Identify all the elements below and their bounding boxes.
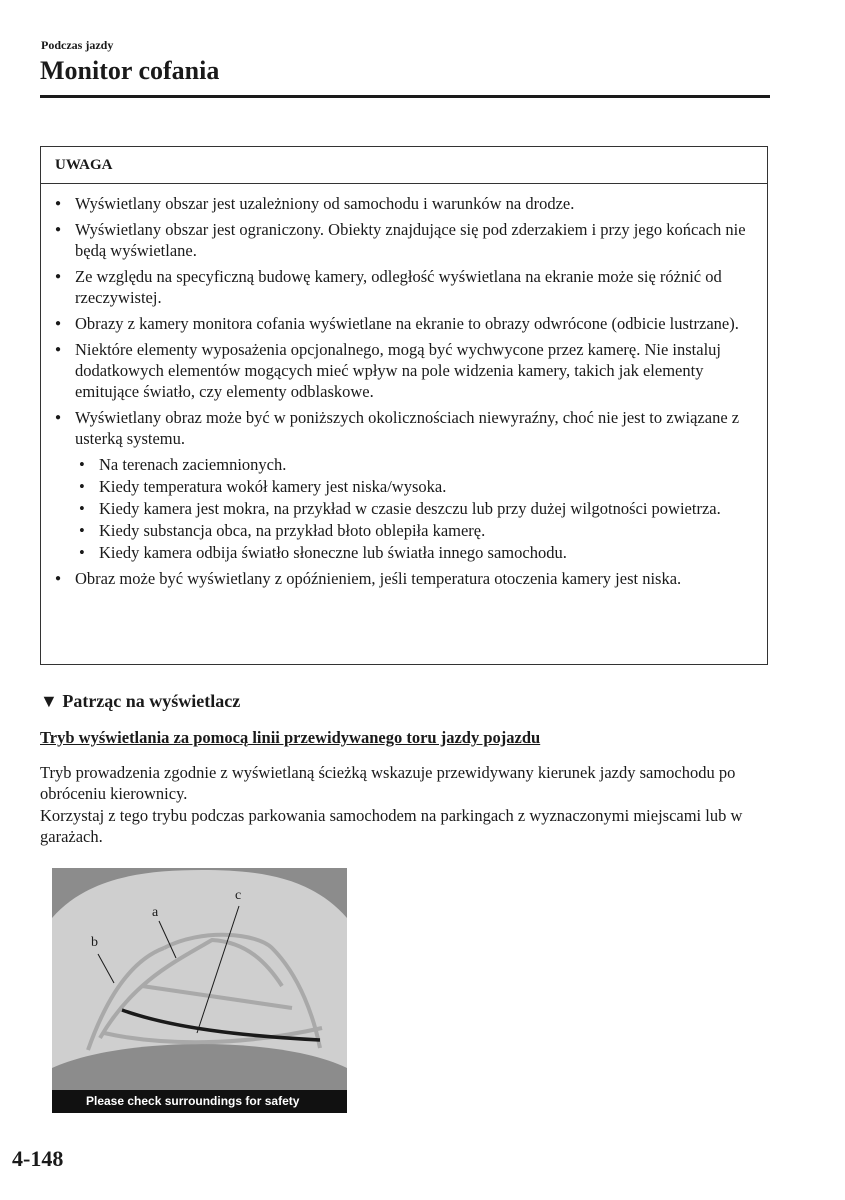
warning-item: ● Obrazy z kamery monitora cofania wyświetlane na ekranie to obrazy odwrócone (odbicie lustrzane). [75, 313, 755, 334]
warning-sublist [75, 454, 755, 563]
warning-subitem: • Kiedy substancja obca, na przykład błoto oblepiła kamerę. [99, 520, 755, 541]
figure-caption-bar: Please check surroundings for safety [52, 1090, 347, 1113]
callout-label-a: a [152, 905, 159, 920]
warning-heading: UWAGA [41, 147, 767, 184]
rear-camera-diagram [52, 868, 347, 1113]
callout-label-b: b [91, 935, 98, 950]
warning-item-text: Wyświetlany obraz może być w poniższych okolicznościach niewyraźny, choć nie jest to związane z usterką systemu. [75, 408, 740, 448]
body-paragraph: Tryb prowadzenia zgodnie z wyświetlaną ścieżką wskazuje przewidywany kierunek jazdy samochodu po obróceniu kierownicy. [40, 763, 736, 803]
page-title: Monitor cofania [40, 56, 220, 85]
warning-item: ● Obraz może być wyświetlany z opóźnieniem, jeśli temperatura otoczenia kamery jest niska. [75, 568, 755, 589]
body-paragraph: Korzystaj z tego trybu podczas parkowania samochodem na parkingach z wyznaczonymi miejscami lub w garażach. [40, 806, 743, 846]
section-label: Podczas jazdy [41, 38, 114, 52]
warning-item: ● Wyświetlany obszar jest ograniczony. Obiekty znajdujące się pod zderzakiem i przy jego końcach nie będą wyświetlane. [75, 219, 755, 261]
title-rule [40, 95, 770, 98]
warning-box [40, 146, 768, 665]
warning-item-with-sublist [75, 407, 755, 563]
section-heading [40, 691, 240, 712]
triangle-down-icon: ▼ [40, 691, 58, 711]
warning-subitem: • Na terenach zaciemnionych. [99, 454, 755, 475]
page-number: 4-148 [12, 1146, 64, 1171]
warning-item: ● Niektóre elementy wyposażenia opcjonalnego, mogą być wychwycone przez kamerę. Nie instaluj dodatkowych elementów mogących mieć wpływ na pole widzenia kamery, takich jak elementy emitujące światło, czy elementy odblaskowe. [75, 339, 755, 402]
callout-label-c: c [235, 888, 242, 903]
subsection-heading: Tryb wyświetlania za pomocą linii przewidywanego toru jazdy pojazdu [40, 728, 541, 747]
section-heading-text: Patrząc na wyświetlacz [62, 691, 241, 711]
warning-subitem: • Kiedy temperatura wokół kamery jest niska/wysoka. [99, 476, 755, 497]
warning-item: ● Wyświetlany obszar jest uzależniony od samochodu i warunków na drodze. [75, 193, 755, 214]
warning-subitem: • Kiedy kamera odbija światło słoneczne lub światła innego samochodu. [99, 542, 755, 563]
warning-list [41, 184, 767, 589]
warning-subitem: • Kiedy kamera jest mokra, na przykład w czasie deszczu lub przy dużej wilgotności powietrza. [99, 498, 755, 519]
warning-item: ● Ze względu na specyficzną budowę kamery, odległość wyświetlana na ekranie może się różnić od rzeczywistej. [75, 266, 755, 308]
